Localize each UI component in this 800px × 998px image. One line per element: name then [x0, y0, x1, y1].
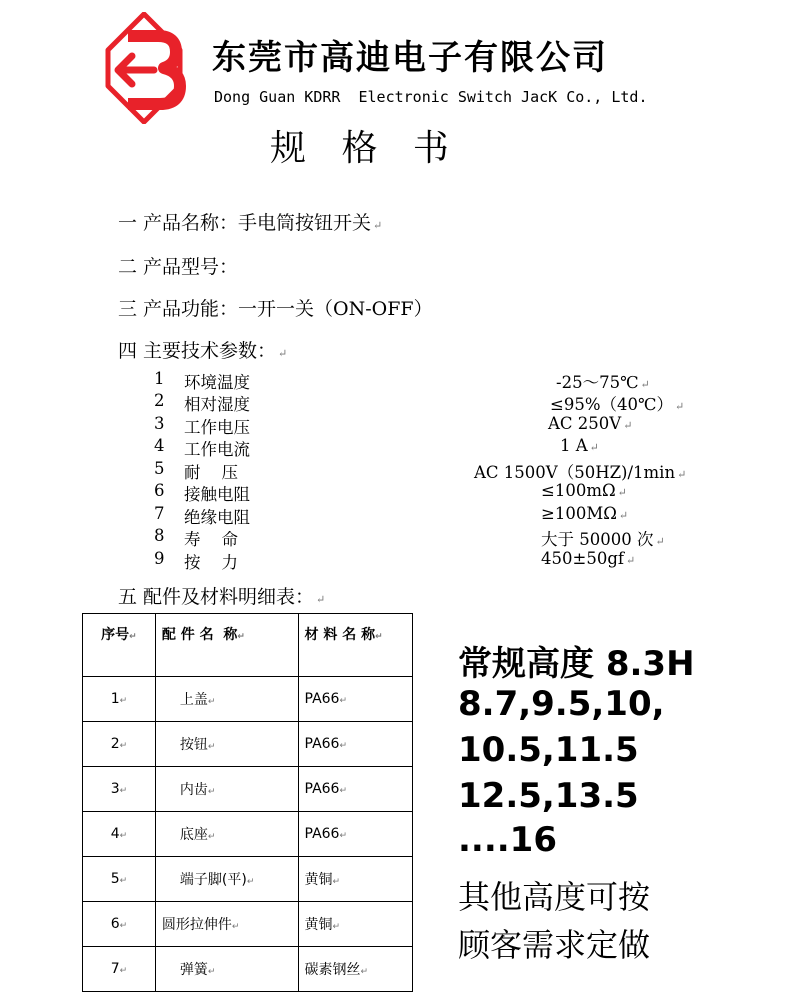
title-char: 规 [270, 128, 307, 169]
param-value: ≥100MΩ ↵ [541, 504, 629, 523]
param-no: 7 [154, 504, 165, 523]
param-label: 工作电压 [184, 418, 250, 437]
param-label: 寿 命 [184, 530, 238, 549]
table-row: 6↵ 圆形拉伸件↵ 黄铜↵ [83, 902, 413, 947]
param-label: 环境温度 [184, 373, 250, 392]
param-label: 接触电阻 [184, 485, 250, 504]
title-char: 书 [412, 128, 449, 169]
section-product-name: 一 产品名称：手电筒按钮开关 ↵ [118, 212, 383, 234]
company-logo [88, 12, 200, 124]
param-value: ≤95%（40℃） ↵ [550, 395, 685, 414]
table-row: 3↵ 内齿↵ PA66↵ [83, 767, 413, 812]
param-no: 6 [154, 481, 165, 500]
param-value: 1 A ↵ [560, 436, 599, 455]
table-row: 2↵ 按钮↵ PA66↵ [83, 722, 413, 767]
param-label: 相对湿度 [184, 395, 250, 414]
company-name-cn: 东莞市高迪电子有限公司 [212, 38, 608, 78]
column-header-no: 序号↵ [83, 614, 156, 677]
param-label: 工作电流 [184, 440, 250, 459]
param-no: 9 [154, 549, 165, 568]
title-char: 格 [341, 128, 378, 169]
table-header-row [83, 614, 413, 677]
note-line: 8.7,9.5,10, [458, 684, 665, 724]
param-no: 2 [154, 391, 165, 410]
table-row: 5↵ 端子脚(平)↵ 黄铜↵ [83, 857, 413, 902]
parts-table [82, 613, 413, 992]
param-label: 绝缘电阻 [184, 508, 250, 527]
column-header-material: 材 料 名 称↵ [298, 614, 412, 677]
param-value: 大于 50000 次 ↵ [541, 530, 665, 549]
table-row: 4↵ 底座↵ PA66↵ [83, 812, 413, 857]
param-value: ≤100mΩ ↵ [541, 481, 627, 500]
param-value: 450±50gf ↵ [541, 549, 636, 568]
table-row: 1↵ 上盖↵ PA66↵ [83, 677, 413, 722]
section-tech-params: 四 主要技术参数： ↵ [118, 340, 288, 362]
document-title [270, 120, 449, 171]
section-parts-list: 五 配件及材料明细表： ↵ [118, 586, 326, 608]
param-value: AC 250V ↵ [548, 414, 633, 433]
note-line: 常规高度 8.3H [458, 644, 695, 684]
param-no: 3 [154, 414, 165, 433]
note-line: ....16 [458, 820, 557, 860]
param-label: 耐 压 [184, 463, 238, 482]
table-row: 7↵ 弹簧↵ 碳素钢丝↵ [83, 947, 413, 992]
param-no: 4 [154, 436, 165, 455]
param-no: 5 [154, 459, 165, 478]
param-value: AC 1500V（50HZ)/1min ↵ [474, 463, 687, 482]
column-header-part: 配 件 名 称↵ [155, 614, 298, 677]
note-line: 顾客需求定做 [458, 926, 651, 964]
param-label: 按 力 [184, 553, 238, 572]
note-line: 其他高度可按 [458, 878, 651, 916]
note-line: 10.5,11.5 [458, 730, 639, 770]
section-product-model: 二 产品型号： [118, 256, 239, 278]
note-line: 12.5,13.5 [458, 776, 639, 816]
param-no: 1 [154, 369, 165, 388]
param-no: 8 [154, 526, 165, 545]
section-product-function: 三 产品功能：一开一关（ON-OFF） [118, 298, 433, 320]
company-name-en: Dong Guan KDRR Electronic Switch JacK Co., Ltd. [214, 88, 648, 106]
param-value: -25～75℃ ↵ [556, 373, 650, 392]
